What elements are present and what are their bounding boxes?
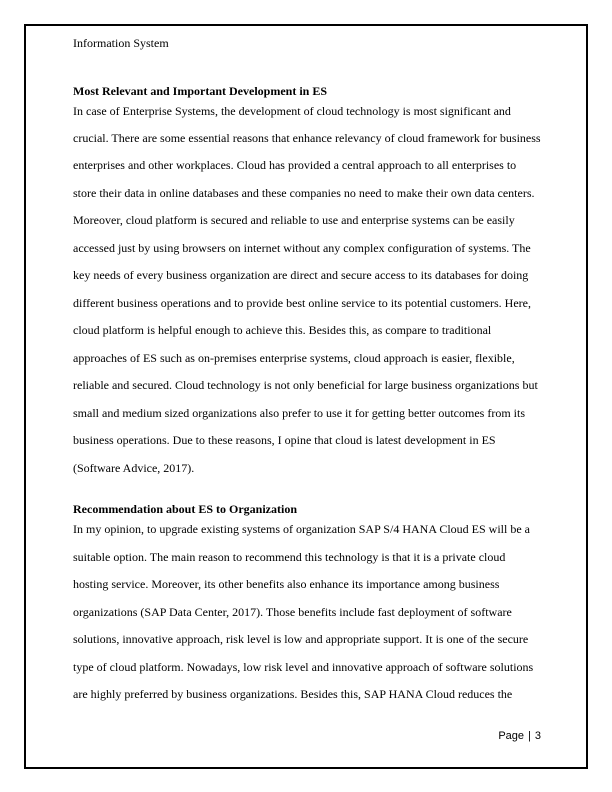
paragraph-line: In my opinion, to upgrade existing systems of organization SAP S/4 HANA Cloud ES will be a [73,522,530,536]
paragraph-line: type of cloud platform. Nowadays, low risk level and innovative approach of software solutions [73,660,534,674]
page-footer [498,730,541,742]
paragraph-line: hosting service. Moreover, its other benefits also enhance its importance among business [73,577,500,591]
paragraph-line: reliable and secured. Cloud technology is not only beneficial for large business organizations but [73,378,538,392]
paragraph-line: crucial. There are some essential reasons that enhance relevancy of cloud framework for business [73,131,541,145]
paragraph-line: key needs of every business organization are direct and secure access to its databases for doing [73,268,529,282]
paragraph-line: are highly preferred by business organizations. Besides this, SAP HANA Cloud reduces the [73,687,513,701]
section-heading-recommendation: Recommendation about ES to Organization [73,502,298,516]
paragraph-line: accessed just by using browsers on internet without any complex configuration of systems. The [73,241,531,255]
paragraph-line: enterprises and other workplaces. Cloud has provided a central approach to all enterprises to [73,158,517,172]
paragraph-line: (Software Advice, 2017). [73,461,195,475]
paragraph-line: small and medium sized organizations also prefer to use it for getting better outcomes from its [73,406,525,420]
paragraph-line: suitable option. The main reason to recommend this technology is that it is a private cloud [73,550,506,564]
paragraph-line: store their data in online databases and these companies no need to make their own data centers. [73,186,535,200]
section-heading-development: Most Relevant and Important Development in ES [73,84,327,98]
paragraph-line: cloud platform is helpful enough to achieve this. Besides this, as compare to traditional [73,323,492,337]
paragraph-line: approaches of ES such as on-premises enterprise systems, cloud approach is easier, flexible, [73,351,515,365]
running-header: Information System [73,36,169,50]
paragraph-line: Moreover, cloud platform is secured and reliable to use and enterprise systems can be easily [73,213,515,227]
page-number: 3 [534,730,541,742]
paragraph-line: In case of Enterprise Systems, the development of cloud technology is most significant and [73,104,511,118]
paragraph-line: organizations (SAP Data Center, 2017). Those benefits include fast deployment of software [73,605,512,619]
paragraph-line: different business operations and to provide best online service to its potential customers. Here, [73,296,531,310]
page-label: Page [498,730,525,742]
paragraph-line: business operations. Due to these reasons, I opine that cloud is latest development in ES [73,433,496,447]
page-separator: | [528,730,531,742]
paragraph-line: solutions, innovative approach, risk level is low and appropriate support. It is one of the secure [73,632,529,646]
